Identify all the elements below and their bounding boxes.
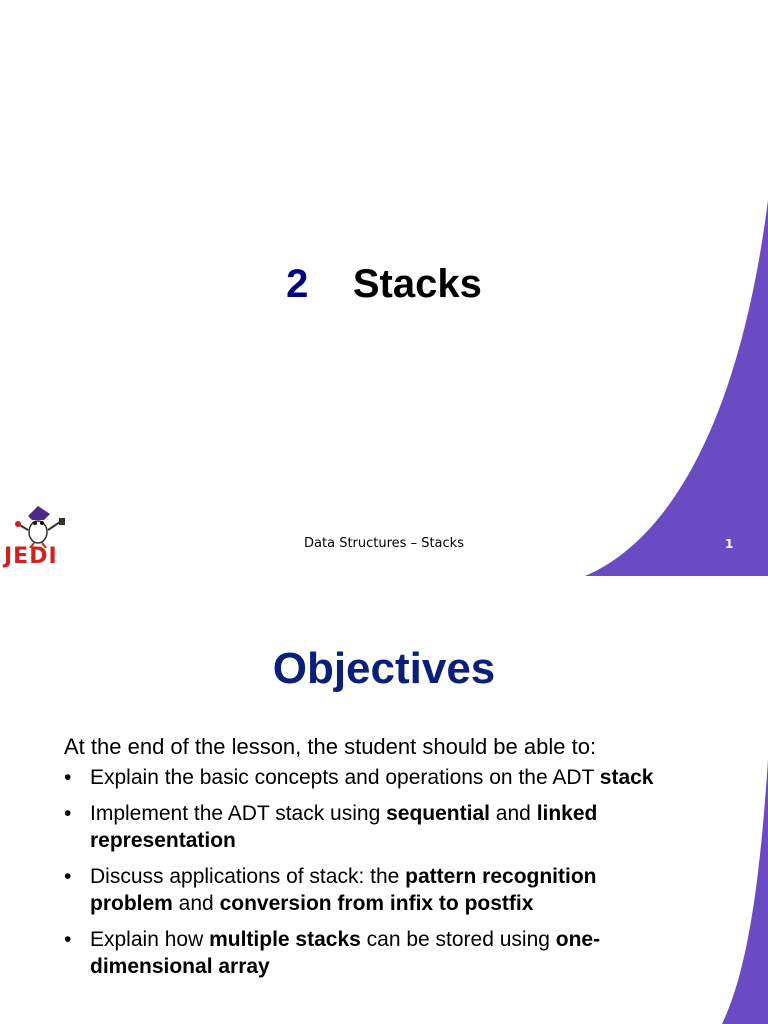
objective-item	[64, 863, 674, 917]
objective-bold: one-dimensional array	[90, 928, 601, 978]
objective-bold: pattern recognition problem	[90, 865, 597, 915]
objectives-list	[64, 764, 674, 989]
objective-bold: stack	[599, 766, 654, 789]
objective-item	[64, 800, 674, 854]
objective-text: and	[489, 802, 537, 825]
objective-text: Explain how	[90, 928, 210, 951]
objectives-title: Objectives	[272, 644, 496, 693]
slide-footer: Data Structures – Stacks	[304, 536, 464, 551]
slide-separator	[0, 576, 768, 600]
page-number: 1	[725, 537, 734, 551]
objective-bold: multiple stacks	[209, 928, 361, 951]
objective-item	[64, 926, 674, 980]
objective-text: Implement the ADT stack using	[90, 802, 387, 825]
slide-number-label: 2	[286, 262, 309, 306]
slide-title	[0, 262, 768, 307]
slide-title-text: Stacks	[352, 262, 482, 306]
objectives-intro: At the end of the lesson, the student should be able to:	[64, 734, 597, 759]
objective-item	[64, 764, 674, 791]
logo-text: JEDI	[4, 544, 58, 569]
objective-bold: linked representation	[90, 802, 598, 852]
objectives-slide	[0, 600, 768, 1024]
objective-bold: sequential	[386, 802, 490, 825]
objective-text: Explain the basic concepts and operations on the ADT	[90, 766, 600, 789]
objective-text: can be stored using	[360, 928, 556, 951]
mascot-icon	[4, 502, 76, 548]
objective-text: Discuss applications of stack: the	[90, 865, 406, 888]
objective-text: and	[172, 892, 220, 915]
objective-bold: conversion from infix to postfix	[219, 892, 534, 915]
jedi-logo	[4, 502, 76, 572]
